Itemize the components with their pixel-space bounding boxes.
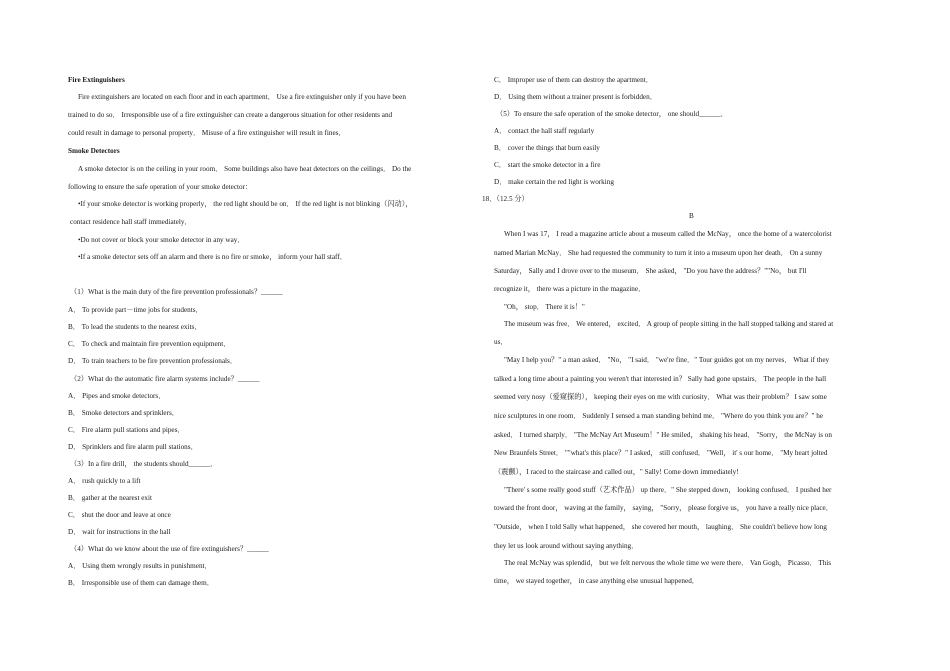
smoke-detectors-heading: Smoke Detectors bbox=[68, 147, 120, 155]
passage-line: Saturday， Sally and I drove over to the museum． She asked， "Do you have the address？""No， but I'll bbox=[494, 267, 807, 275]
passage-line: "May I help you？" a man asked． "No， "I said． "we're fine．" Tour guides got on my nerves． What if they bbox=[504, 356, 830, 364]
option-b: B． Irresponsible use of them can damage them． bbox=[68, 579, 214, 587]
option-a: A． contact the hall staff regularly bbox=[494, 127, 595, 135]
passage-line: named Marian McNay． She had requested the community to turn it into a museum upon her death． On a sunny bbox=[494, 249, 823, 257]
question-3: （3）In a fire drill， the students should______． bbox=[70, 460, 218, 468]
option-a: A． Using them wrongly results in punishment． bbox=[68, 562, 212, 570]
passage-line: When I was 17， I read a magazine article about a museum called the McNay， once the home of a watercolorist bbox=[504, 230, 832, 238]
question-5: （5）To ensure the safe operation of the smoke detector， one should______． bbox=[496, 110, 728, 118]
question-2: （2）What do the automatic fire alarm systems include？______ bbox=[70, 375, 260, 383]
fire-ext-paragraph-line: trained to do so． Irresponsible use of a fire extinguisher can create a dangerous situation for other residents and bbox=[68, 111, 393, 119]
passage-line: New Braunfels Street． ""what's this place？" I asked， still confused． "Well， it' s our home． "My heart jolted bbox=[494, 449, 828, 457]
option-b: B． To lead the students to the nearest exits． bbox=[68, 323, 202, 331]
option-b: B． gather at the nearest exit bbox=[68, 494, 153, 502]
option-c: C． Fire alarm pull stations and pipes． bbox=[68, 426, 185, 434]
passage-line: recognize it， there was a picture in the magazine． bbox=[494, 285, 646, 293]
question-18-header: 18．（12.5 分） bbox=[482, 195, 529, 203]
option-c: C． start the smoke detector in a fire bbox=[494, 161, 601, 169]
bullet-item: •If a smoke detector sets off an alarm and there is no fire or smoke， inform your hall staff． bbox=[78, 253, 347, 261]
passage-label: B bbox=[689, 212, 694, 220]
smoke-paragraph-line: A smoke detector is on the ceiling in your room． Some buildings also have heat detectors on the ceilings． Do the bbox=[78, 165, 412, 173]
option-a: A． To provide part－time jobs for students． bbox=[68, 306, 203, 314]
smoke-paragraph-line: following to ensure the safe operation of your smoke detector： bbox=[68, 183, 253, 191]
fire-ext-paragraph-line: could result in damage to personal property． Misuse of a fire extinguisher will result in fines． bbox=[68, 129, 346, 137]
fire-ext-paragraph-line: Fire extinguishers are located on each floor and in each apartment． Use a fire extinguisher only if you have been bbox=[78, 93, 406, 101]
option-b: B． cover the things that burn easily bbox=[494, 144, 600, 152]
passage-line: "There' s some really good stuff（艺术作品） up there．" She stepped down， looking confused． I pushed her bbox=[504, 486, 832, 494]
passage-line: "Oh， stop． There it is！" bbox=[504, 303, 585, 311]
bullet-item-continuation: contact residence hall staff immediately． bbox=[70, 218, 192, 226]
option-d: D． Using them without a trainer present is forbidden． bbox=[494, 93, 657, 101]
bullet-item: •If your smoke detector is working properly， the red light should be on． If the red light is not blinking（闪动）， bbox=[78, 200, 413, 208]
option-d: D． make certain the red light is working bbox=[494, 178, 614, 186]
bullet-item: •Do not cover or block your smoke detector in any way． bbox=[78, 236, 245, 244]
passage-line: The real McNay was splendid， but we felt nervous the whole time we were there． Van Gogh， Picasso． This bbox=[504, 559, 832, 567]
passage-line: us． bbox=[494, 338, 508, 346]
passage-line: they let us look around without saying anything． bbox=[494, 542, 639, 550]
passage-line: toward the front door， waving at the family， saying， "Sorry， please forgive us， you have a really nice place． bbox=[494, 504, 833, 512]
option-a: A． Pipes and smoke detectors． bbox=[68, 392, 166, 400]
question-1: （1）What is the main duty of the fire prevention professionals？______ bbox=[70, 288, 283, 296]
passage-line: asked． I turned sharply． "The McNay Art Museum！" He smiled， shaking his head． "Sorry， the McNay is on bbox=[494, 431, 832, 439]
passage-line: seemed very nosy（爱窥探的）， keeping their eyes on me with curiosity． What was their problem？ I saw some bbox=[494, 393, 827, 401]
option-c: C． shut the door and leave at once bbox=[68, 511, 171, 519]
question-4: （4）What do we know about the use of fire extinguishers？______ bbox=[70, 545, 269, 553]
passage-line: "Outside， when I told Sally what happened， she covered her mouth， laughing． She couldn't believe how long bbox=[494, 523, 827, 531]
passage-line: talked a long time about a painting you weren't that interested in？ Sally had gone upstairs． The people in the hall bbox=[494, 375, 827, 383]
option-d: D． wait for instructions in the hall bbox=[68, 528, 171, 536]
option-a: A． rush quickly to a lift bbox=[68, 477, 141, 485]
option-b: B． Smoke detectors and sprinklers． bbox=[68, 409, 179, 417]
option-c: C． Improper use of them can destroy the apartment． bbox=[494, 76, 653, 84]
passage-line: nice sculptures in one room． Suddenly I sensed a man standing behind me． "Where do you think you are？" he bbox=[494, 412, 824, 420]
passage-line: （震颤），I raced to the staircase and called out，" Sally! Come down immediately! bbox=[494, 468, 739, 476]
passage-line: The museum was free． We entered， excited． A group of people sitting in the hall stopped talking and stared at bbox=[504, 320, 834, 328]
option-d: D． To train teachers to be fire prevention professionals． bbox=[68, 357, 238, 365]
passage-line: time， we stayed together， in case anything else unusual happened． bbox=[494, 577, 699, 585]
fire-extinguishers-heading: Fire Extinguishers bbox=[68, 76, 125, 84]
option-c: C． To check and maintain fire prevention equipment． bbox=[68, 340, 231, 348]
option-d: D． Sprinklers and fire alarm pull stations． bbox=[68, 443, 198, 451]
